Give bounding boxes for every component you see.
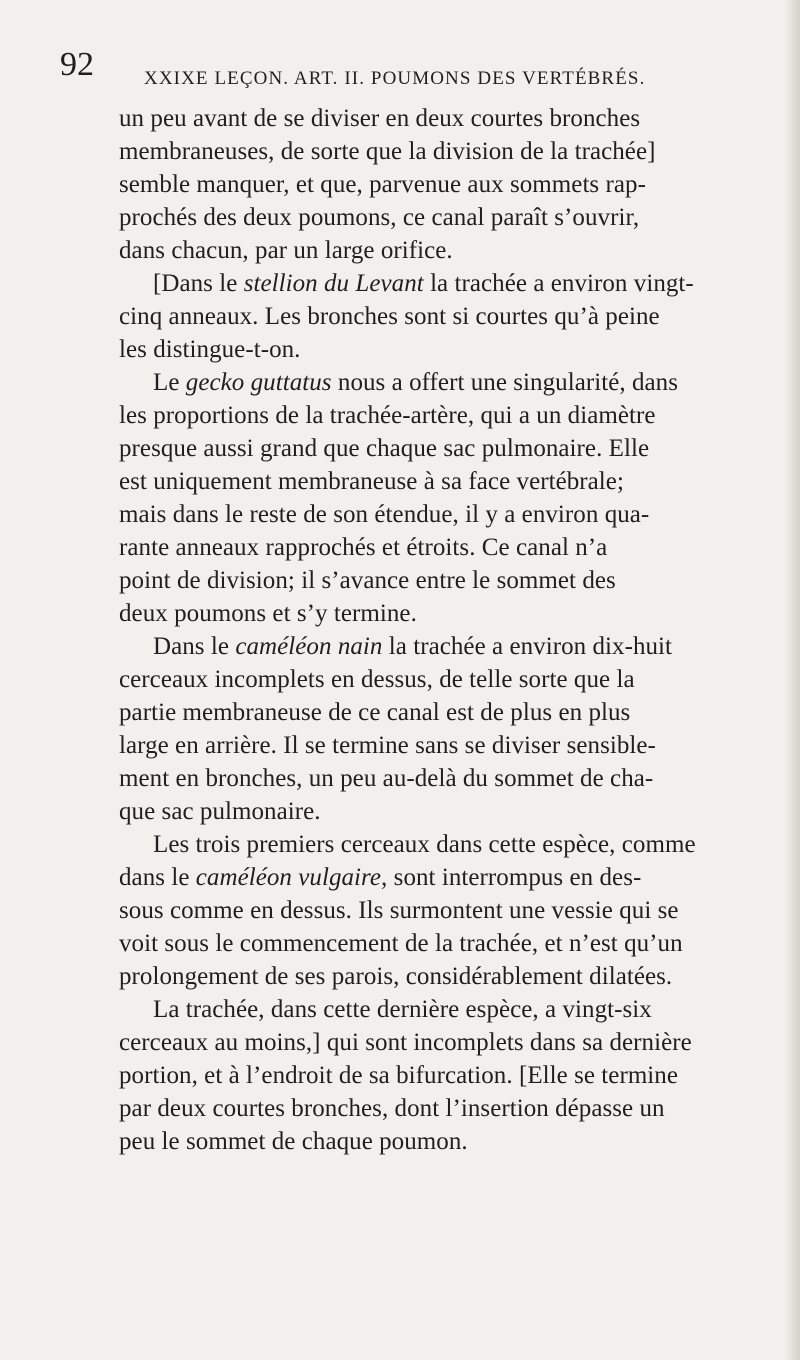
text-run: la trachée a environ vingt- [423, 270, 694, 297]
italic-species-name: gecko guttatus [185, 369, 332, 396]
text-line: point de division; il s’avance entre le sommet des [119, 567, 616, 594]
text-line: portion, et à l’endroit de sa bifurcation. [Elle se termine [119, 1062, 679, 1089]
text-line: partie membraneuse de ce canal est de plus en plus [119, 699, 631, 726]
text-line: prolongement de ses parois, considérablement dilatées. [119, 963, 673, 990]
text-line: deux poumons et s’y termine. [119, 600, 417, 627]
text-line: cerceaux au moins,] qui sont incomplets dans sa dernière [119, 1029, 692, 1056]
running-head: XXIXE LEÇON. ART. II. POUMONS DES VERTÉBRÉS. [144, 68, 646, 89]
text-run: dans le [119, 864, 196, 891]
text-run: nous a offert une singularité, dans [331, 369, 678, 396]
text-line: mais dans le reste de son étendue, il y a environ qua- [119, 501, 650, 528]
text-line: large en arrière. Il se termine sans se diviser sensible- [119, 732, 656, 759]
text-line: sous comme en dessus. Ils surmontent une vessie qui se [119, 897, 679, 924]
text-line: dans chacun, par un large orifice. [119, 237, 453, 264]
page-edge-shadow [784, 0, 800, 1360]
text-run: sont interrompus en des- [387, 864, 642, 891]
text-line: les proportions de la trachée-artère, qui a un diamètre [119, 402, 656, 429]
text-line: est uniquement membraneuse à sa face vertébrale; [119, 468, 624, 495]
text-line: prochés des deux poumons, ce canal paraît s’ouvrir, [119, 204, 640, 231]
text-line: peu le sommet de chaque poumon. [119, 1128, 468, 1155]
text-run: la trachée a environ dix-huit [382, 633, 673, 660]
paragraph-start-line: Les trois premiers cerceaux dans cette espèce, comme [153, 831, 696, 858]
text-line: cerceaux incomplets en dessus, de telle sorte que la [119, 666, 635, 693]
text-line: un peu avant de se diviser en deux courtes bronches [119, 105, 641, 132]
text-line: que sac pulmonaire. [119, 798, 321, 825]
text-line: cinq anneaux. Les bronches sont si courtes qu’à peine [119, 303, 660, 330]
body-text [119, 102, 739, 1158]
page-number: 92 [60, 46, 94, 83]
text-line: voit sous le commencement de la trachée, et n’est qu’un [119, 930, 683, 957]
paragraph-start-line [119, 366, 739, 399]
text-line: semble manquer, et que, parvenue aux sommets rap- [119, 171, 646, 198]
paragraph-start-line [119, 630, 739, 663]
text-run: Dans le [153, 633, 236, 660]
italic-species-name: stellion du Levant [243, 270, 424, 297]
text-line: rante anneaux rapprochés et étroits. Ce canal n’a [119, 534, 608, 561]
page-header [60, 44, 740, 89]
text-line: ment en bronches, un peu au-delà du sommet de cha- [119, 765, 654, 792]
italic-species-name: caméléon nain [235, 633, 383, 660]
text-run: [Dans le [153, 270, 244, 297]
text-line: les distingue-t-on. [119, 336, 301, 363]
text-line: membraneuses, de sorte que la division de la trachée] [119, 138, 656, 165]
text-line: par deux courtes bronches, dont l’insertion dépasse un [119, 1095, 665, 1122]
text-line: presque aussi grand que chaque sac pulmonaire. Elle [119, 435, 650, 462]
text-line [119, 861, 739, 894]
paragraph-start-line [119, 267, 739, 300]
paragraph-start-line: La trachée, dans cette dernière espèce, a vingt-six [153, 996, 652, 1023]
text-run: Le [153, 369, 186, 396]
italic-species-name: caméléon vulgaire, [195, 864, 388, 891]
